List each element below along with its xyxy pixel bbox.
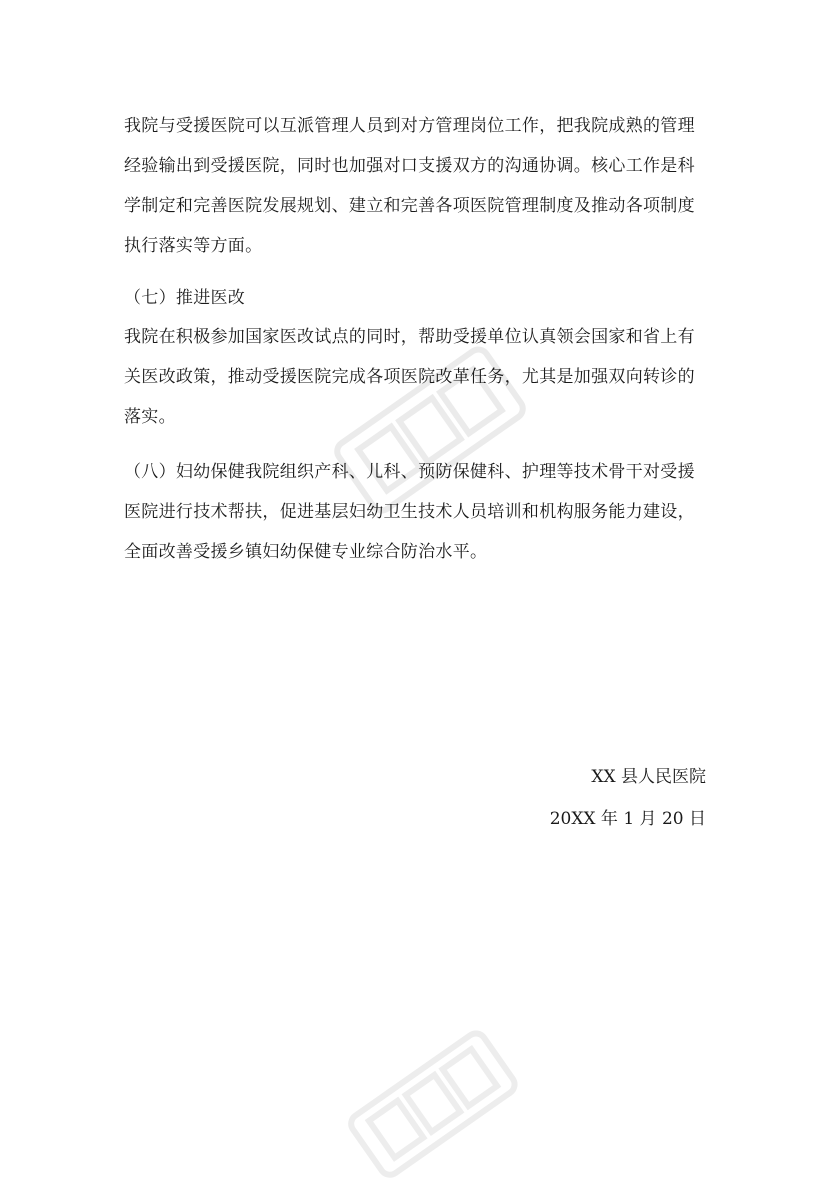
site-watermark-bottom-icon <box>330 1020 530 1180</box>
paragraph-management-exchange: 我院与受援医院可以互派管理人员到对方管理岗位工作，把我院成熟的管理经验输出到受援医院，同时也加强对口支援双方的沟通协调。核心工作是科学制定和完善医院发展规划、建立和完善各项医院管理制度及推动各项制度执行落实等方面。 <box>124 116 695 256</box>
paragraph-medical-reform: 我院在积极参加国家医改试点的同时，帮助受援单位认真领会国家和省上有关医改政策，推动受援医院完成各项医院改革任务，尤其是加强双向转诊的落实。 <box>124 327 695 427</box>
paragraph-maternal-child-health: （八）妇幼保健我院组织产科、儿科、预防保健科、护理等技术骨干对受援医院进行技术帮扶，促进基层妇幼卫生技术人员培训和机构服务能力建设，全面改善受援乡镇妇幼保健专业综合防治水平。 <box>124 462 695 562</box>
signature-date: 20XX 年 1 月 20 日 <box>549 809 706 829</box>
signature-organization: XX 县人民医院 <box>591 767 706 787</box>
section-heading-medical-reform: （七）推进医改 <box>124 288 246 308</box>
